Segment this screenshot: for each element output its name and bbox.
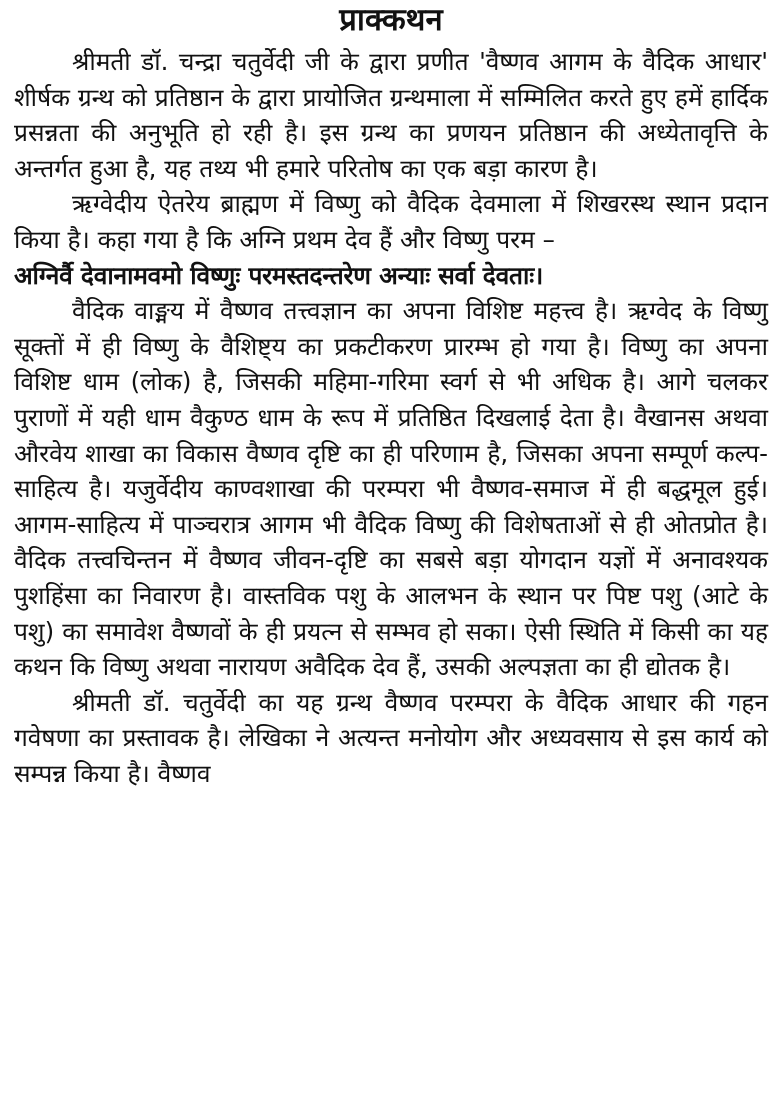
sanskrit-quote: अग्निर्वै देवानामवमो विष्णुः परमस्तदन्तरेण अन्याः सर्वा देवताः। — [14, 260, 544, 290]
paragraph-author: श्रीमती डॉ. चतुर्वेदी का यह ग्रन्थ वैष्णव परम्परा के वैदिक आधार की गहन गवेषणा का प्रस्तावक है। लेखिका ने अत्यन्त मनोयोग और अध्यवसाय से इस कार्य को सम्पन्न किया है। वैष्णव — [14, 687, 768, 788]
page-title: प्राक्कथन — [339, 2, 443, 38]
paragraph-vaishnava: वैदिक वाङ्मय में वैष्णव तत्त्वज्ञान का अपना विशिष्ट महत्त्व है। ऋग्वेद के विष्णु सूक्तों में ही विष्णु के वैशिष्ट्य का प्रकटीकरण प्रारम्भ हो गया है। विष्णु का अपना विशिष्ट धाम (लोक) है, जिसकी महिमा-गरिमा स्वर्ग से भी अधिक है। आगे चलकर पुराणों में यही धाम वैकुण्ठ धाम के रूप में प्रतिष्ठित दिखलाई देता है। वैखानस अथवा औरवेय शाखा का विकास वैष्णव दृष्टि का ही परिणाम है, जिसका अपना सम्पूर्ण कल्प-साहित्य है। यजुर्वेदीय काण्वशाखा की परम्परा भी वैष्णव-समाज में ही बद्धमूल हुई। आगम-साहित्य में पाञ्चरात्र आगम भी वैदिक विष्णु की विशेषताओं से ही ओतप्रोत है। वैदिक तत्त्वचिन्तन में वैष्णव जीवन-दृष्टि का सबसे बड़ा योगदान यज्ञों में अनावश्यक पुशहिंसा का निवारण है। वास्तविक पशु के आलभन के स्थान पर पिष्ट पशु (आटे के पशु) का समावेश वैष्णवों के ही प्रयत्न से सम्भव हो सका। ऐसी स्थिति में किसी का यह कथन कि विष्णु अथवा नारायण अवैदिक देव हैं, उसकी अल्पज्ञता का ही द्योतक है। — [14, 296, 768, 682]
paragraph-intro: श्रीमती डॉ. चन्द्रा चतुर्वेदी जी के द्वारा प्रणीत 'वैष्णव आगम के वैदिक आधार' शीर्षक ग्रन्थ को प्रतिष्ठान के द्वारा प्रायोजित ग्रन्थमाला में सम्मिलित करते हुए हमें हार्दिक प्रसन्नता की अनुभूति हो रही है। इस ग्रन्थ का प्रणयन प्रतिष्ठान की अध्येतावृत्ति के अन्तर्गत हुआ है, यह तथ्य भी हमारे परितोष का एक बड़ा कारण है। — [14, 47, 768, 183]
paragraph-rigveda: ऋग्वेदीय ऐतरेय ब्राह्मण में विष्णु को वैदिक देवमाला में शिखरस्थ स्थान प्रदान किया है। कहा गया है कि अग्नि प्रथम देव हैं और विष्णु परम – — [14, 189, 768, 254]
